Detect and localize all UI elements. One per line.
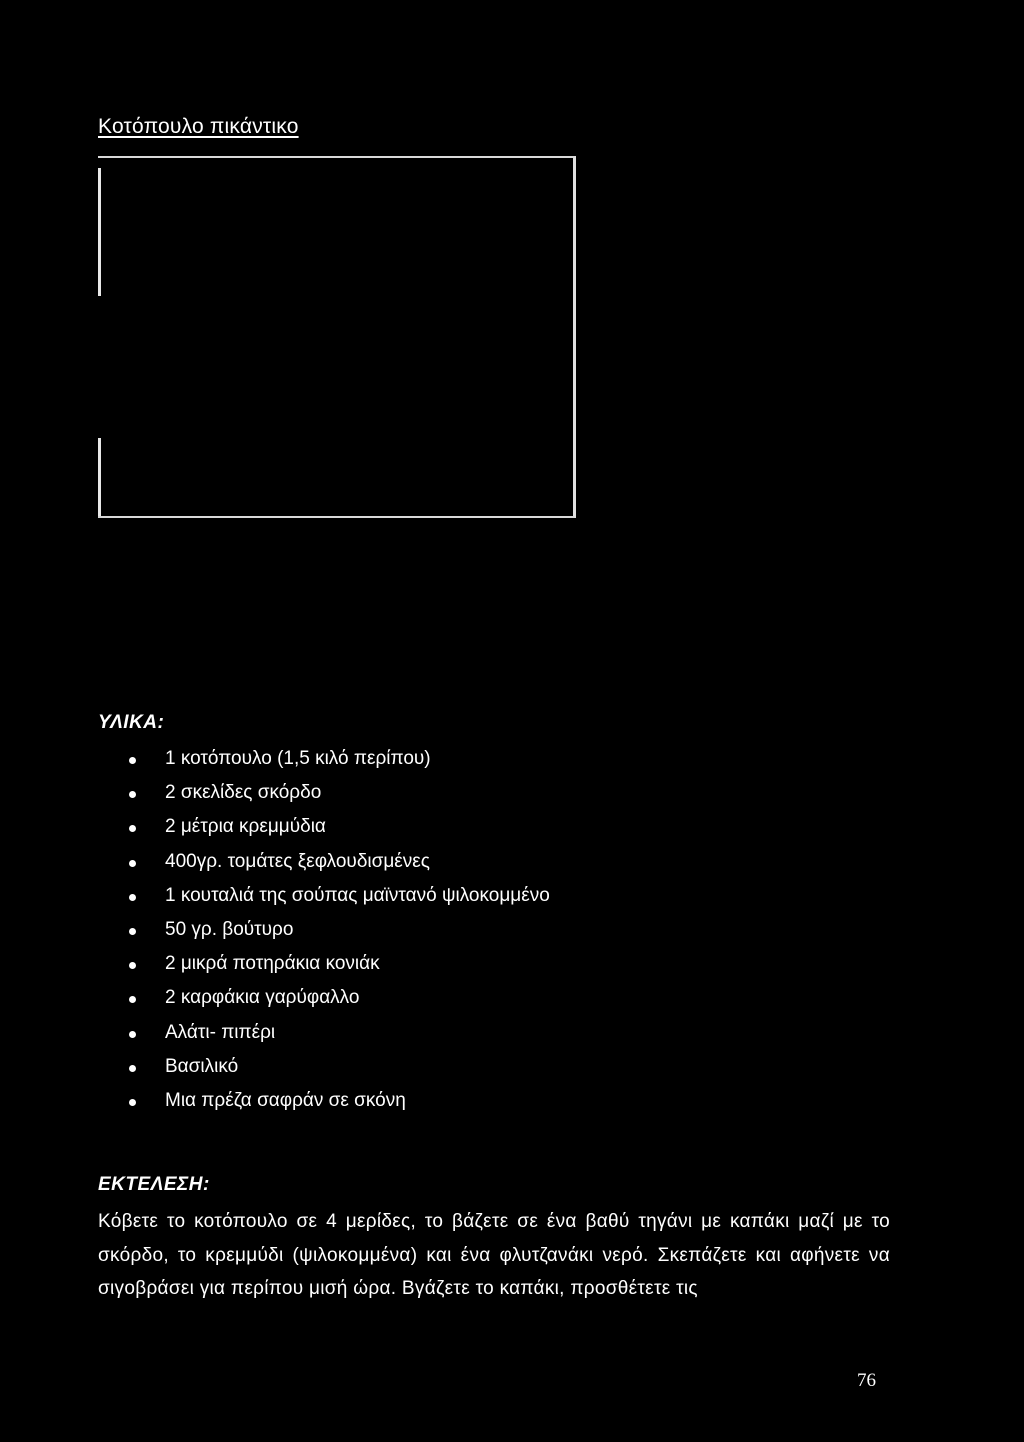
bullet-icon	[129, 1099, 136, 1106]
bullet-icon	[129, 928, 136, 935]
ingredient-text: 400γρ. τομάτες ξεφλουδισμένες	[165, 850, 430, 872]
bullet-icon	[129, 757, 136, 764]
page-number: 76	[857, 1370, 876, 1391]
photo-frame-edge-bottom	[98, 438, 101, 516]
ingredient-item	[129, 983, 550, 1017]
ingredient-text: Αλάτι- πιπέρι	[165, 1021, 276, 1043]
ingredient-text: 50 γρ. βούτυρο	[165, 918, 294, 940]
ingredient-item	[129, 915, 550, 949]
ingredient-item	[129, 949, 550, 983]
bullet-icon	[129, 791, 136, 798]
bullet-icon	[129, 860, 136, 867]
ingredients-heading: ΥΛΙΚΑ:	[98, 712, 165, 733]
ingredients-list	[129, 744, 550, 1120]
ingredient-item	[129, 881, 550, 915]
ingredient-item	[129, 812, 550, 846]
recipe-title: Κοτόπουλο πικάντικο	[98, 115, 299, 138]
recipe-photo-frame	[98, 156, 576, 518]
ingredient-text: 2 καρφάκια γαρύφαλλο	[165, 987, 360, 1009]
ingredient-text: Μια πρέζα σαφράν σε σκόνη	[165, 1089, 406, 1111]
ingredient-item	[129, 1052, 550, 1086]
bullet-icon	[129, 894, 136, 901]
bullet-icon	[129, 962, 136, 969]
bullet-icon	[129, 825, 136, 832]
ingredient-item	[129, 1086, 550, 1120]
bullet-icon	[129, 996, 136, 1003]
bullet-icon	[129, 1065, 136, 1072]
ingredient-text: 1 κοτόπουλο (1,5 κιλό περίπου)	[165, 748, 431, 769]
ingredient-text: 2 μικρά ποτηράκια κονιάκ	[165, 953, 380, 975]
ingredient-item	[129, 744, 550, 778]
ingredient-item	[129, 1018, 550, 1052]
ingredient-text: 1 κουταλιά της σούπας μαϊντανό ψιλοκομμένο	[165, 884, 550, 906]
method-paragraph: Κόβετε το κοτόπουλο σε 4 μερίδες, το βάζετε σε ένα βαθύ τηγάνι με καπάκι μαζί με το σκόρδο, το κρεμμύδι (ψιλοκομμένα) και ένα φλυτζανάκι νερό. Σκεπάζετε και αφήνετε να σιγοβράσει για περίπου μισή ώρα. Βγάζετε το καπάκι, προσθέτετε τις	[98, 1211, 890, 1299]
ingredient-text: 2 μέτρια κρεμμύδια	[165, 816, 326, 838]
ingredient-text: Βασιλικό	[165, 1055, 239, 1077]
method-heading: ΕΚΤΕΛΕΣΗ:	[98, 1174, 210, 1195]
ingredient-item	[129, 778, 550, 812]
bullet-icon	[129, 1031, 136, 1038]
photo-frame-edge-top	[98, 168, 101, 296]
ingredient-item	[129, 847, 550, 881]
ingredient-text: 2 σκελίδες σκόρδο	[165, 782, 322, 804]
